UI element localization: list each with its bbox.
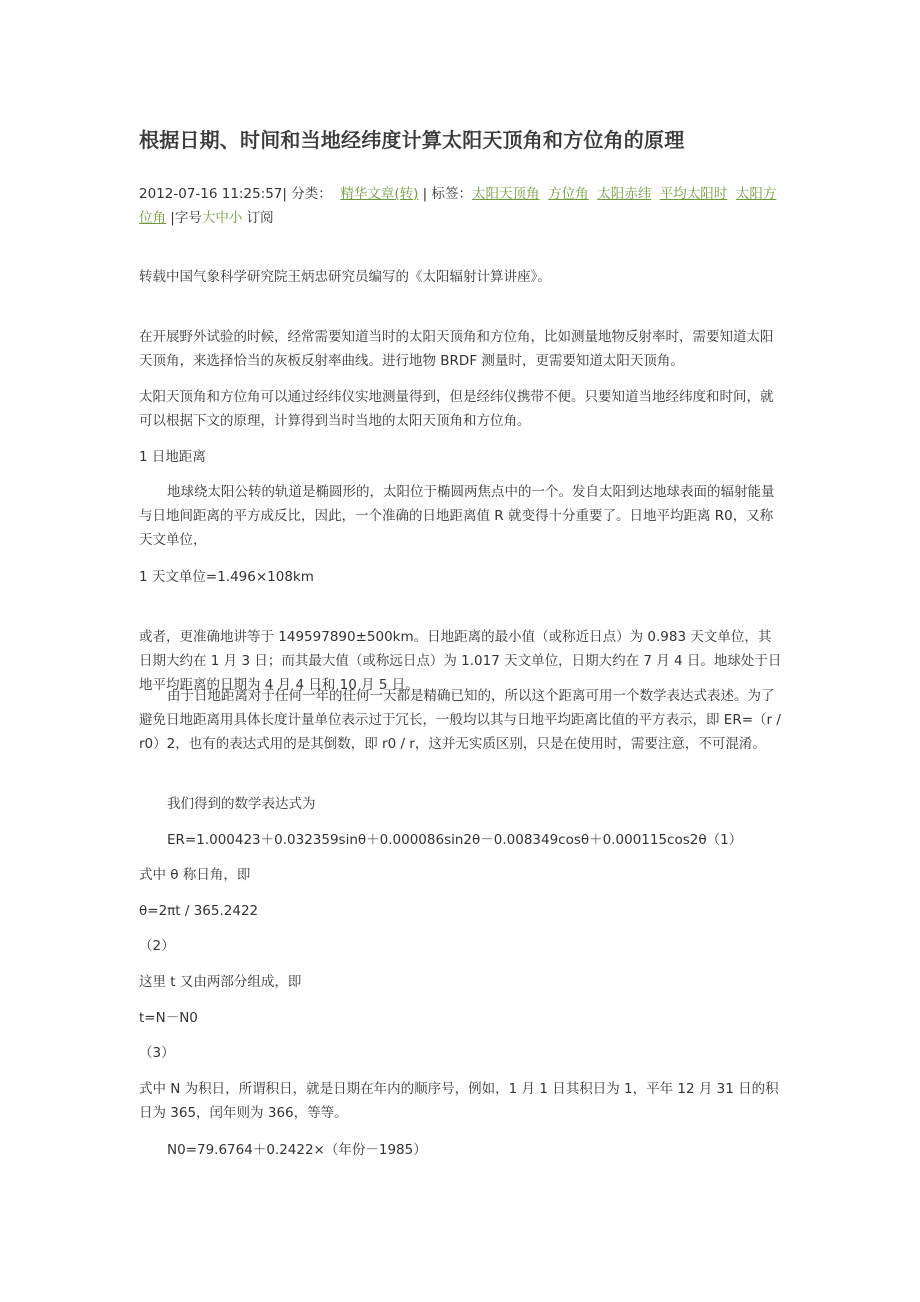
paragraph: 或者，更准确地讲等于 149597890±500km。日地距离的最小值（或称近日点）为 0.983 天文单位，其日期大约在 1 月 3 日；而其最大值（或称远日点）为 1.017 天文单位，日期大约在 7 月 4 日。地球处于日地平均距离的日期为 4 月 4 日和 10 月 5 日。 [139, 629, 782, 693]
tag-link-azimuth[interactable]: 方位角 [548, 186, 589, 202]
meta-separator: | 分类： [282, 186, 332, 202]
meta-separator: | 标签： [418, 186, 473, 202]
category-link[interactable]: 精华文章(转) [340, 186, 419, 202]
meta-separator: |字号 [166, 210, 202, 226]
paragraph: 1 天文单位=1.496×108km [139, 569, 314, 585]
paragraph: 我们得到的数学表达式为 [167, 796, 316, 812]
paragraph: 转载中国气象科学研究院王炳忠研究员编写的《太阳辐射计算讲座》。 [139, 269, 551, 285]
paragraph: 地球绕太阳公转的轨道是椭圆形的，太阳位于椭圆两焦点中的一个。发自太阳到达地球表面的辐射能量与日地间距离的平方成反比，因此，一个准确的日地距离值 R 就变得十分重要了。日地平均距离 R0，又称天文单位， [139, 484, 775, 548]
section-heading: 1 日地距离 [139, 449, 206, 465]
formula: t=N－N0 [139, 1010, 198, 1026]
formula-number: （2） [139, 938, 175, 954]
paragraph: 在开展野外试验的时候，经常需要知道当时的太阳天顶角和方位角，比如测量地物反射率时，需要知道太阳天顶角，来选择恰当的灰板反射率曲线。进行地物 BRDF 测量时，更需要知道太阳天顶角。 [139, 329, 774, 369]
paragraph: 这里 t 又由两部分组成，即 [139, 974, 302, 990]
paragraph: 式中 N 为积日，所谓积日，就是日期在年内的顺序号，例如，1 月 1 日其积日为 1，平年 12 月 31 日的积日为 365，闰年则为 366，等等。 [139, 1081, 779, 1121]
paragraph: 由于日地距离对于任何一年的任何一天都是精确已知的，所以这个距离可用一个数学表达式表述。为了避免日地距离用具体长度计量单位表示过于冗长，一般均以其与日地平均距离比值的平方表示，即 ER=（r / r0）2，也有的表达式用的是其倒数，即 r0 / r，这并无实质区别，只是在使用时，需要注意，不可混淆。 [139, 688, 781, 752]
tag-link-declination[interactable]: 太阳赤纬 [597, 186, 652, 202]
formula-number: （3） [139, 1045, 175, 1061]
tag-link-solar-azimuth[interactable]: 太阳方位角 [139, 186, 777, 226]
tag-link-mean-solar-time[interactable]: 平均太阳时 [659, 186, 728, 202]
subscribe-link[interactable]: 订阅 [242, 210, 274, 226]
font-size-options[interactable]: 大中小 [201, 210, 243, 226]
formula: N0=79.6764＋0.2422×（年份－1985） [167, 1142, 427, 1158]
article-meta [139, 182, 784, 230]
article-title: 根据日期、时间和当地经纬度计算太阳天顶角和方位角的原理 [139, 128, 685, 152]
tag-link-zenith[interactable]: 太阳天顶角 [472, 186, 540, 202]
paragraph: 太阳天顶角和方位角可以通过经纬仪实地测量得到，但是经纬仪携带不便。只要知道当地经纬度和时间，就可以根据下文的原理，计算得到当时当地的太阳天顶角和方位角。 [139, 389, 774, 429]
formula: θ=2πt / 365.2422 [139, 903, 259, 919]
formula: ER=1.000423＋0.032359sinθ＋0.000086sin2θ－0.008349cosθ＋0.000115cos2θ（1） [167, 832, 743, 848]
post-datetime: 2012-07-16 11:25:57 [139, 186, 283, 202]
paragraph: 式中 θ 称日角，即 [139, 867, 251, 883]
